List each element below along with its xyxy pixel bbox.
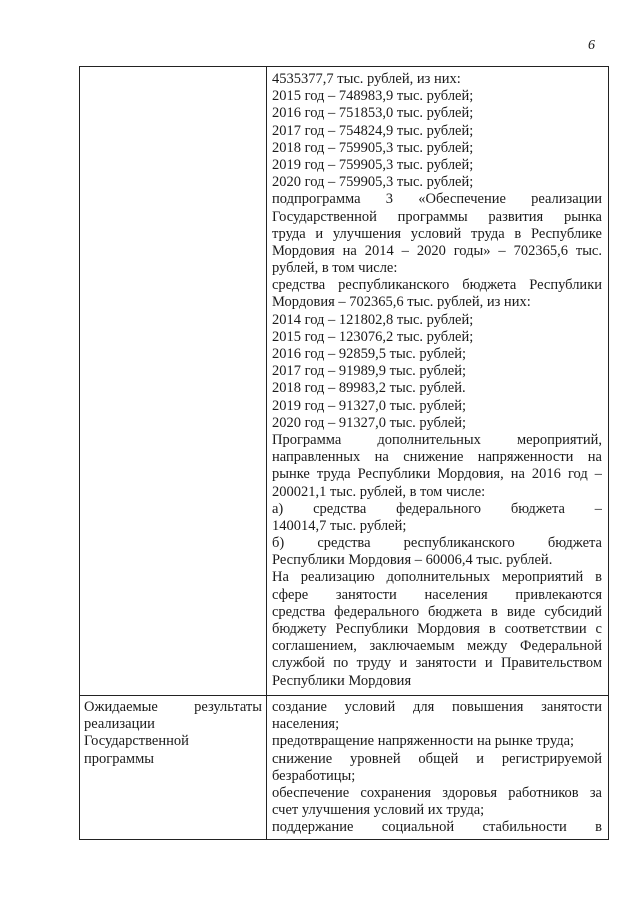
result-line: предотвращение напряженности на рынке труда; [272,733,575,750]
label-line: реализации [84,716,155,733]
funding-line: 2020 год – 759905,3 тыс. рублей; [272,174,474,191]
funding-line: соглашением, заключаемым между Федеральной [272,638,602,655]
label-line: Ожидаемые результаты [84,699,262,715]
funding-line: 2016 год – 92859,5 тыс. рублей; [272,346,467,362]
result-line: безработицы; [272,767,356,784]
funding-line: 2015 год – 123076,2 тыс. рублей; [272,328,474,345]
funding-line: 2018 год – 759905,3 тыс. рублей; [272,139,474,156]
funding-line: 2014 год – 121802,8 тыс. рублей; [272,311,474,328]
funding-line: 2017 год – 754824,9 тыс. рублей; [272,122,474,139]
funding-line: труда и улучшения условий труда в Республике [272,225,602,242]
funding-line: 2019 год – 759905,3 тыс. рублей; [272,156,474,173]
funding-line: рублей, в том числе: [272,260,398,277]
funding-line: 4535377,7 тыс. рублей, из них: [272,71,461,87]
funding-line: рынке труда Республики Мордовия, на 2016 год – [272,466,602,483]
funding-line: 2015 год – 748983,9 тыс. рублей; [272,88,474,105]
funding-line: Программа дополнительных мероприятий, [272,431,602,448]
label-line: программы [84,750,154,767]
funding-line: подпрограмма 3 «Обеспечение реализации [272,191,602,208]
funding-line: 140014,7 тыс. рублей; [272,517,407,534]
funding-line: 2019 год – 91327,0 тыс. рублей; [272,397,467,414]
funding-line: б) средства республиканского бюджета [272,535,602,552]
funding-line: 2018 год – 89983,2 тыс. рублей. [272,380,466,397]
funding-line: Мордовия – 702365,6 тыс. рублей, из них: [272,294,531,311]
funding-line: Государственной программы развития рынка [272,208,602,225]
expected-results-content-cell [272,699,602,837]
funding-line: средства республиканского бюджета Республики [272,277,602,294]
funding-line: а) средства федерального бюджета – [272,500,602,517]
funding-line: На реализацию дополнительных мероприятий в [272,569,602,586]
funding-line: службой по труду и занятости и Правительством [272,655,602,672]
funding-line: Республики Мордовия – 60006,4 тыс. рублей. [272,552,553,569]
result-line: снижение уровней общей и регистрируемой [272,750,602,767]
funding-cell [272,71,602,690]
funding-line: сфере занятости населения привлекаются [272,586,602,603]
funding-line: 2016 год – 751853,0 тыс. рублей; [272,105,474,122]
expected-results-label-cell [84,699,262,768]
funding-line: Мордовия на 2014 – 2020 годы» – 702365,6 тыс. [272,242,602,259]
funding-line: направленных на снижение напряженности на [272,449,602,466]
funding-line: 2020 год – 91327,0 тыс. рублей; [272,414,467,431]
funding-line: Республики Мордовия [272,672,412,689]
result-line: поддержание социальной стабильности в [272,819,602,836]
page-number: 6 [588,38,595,53]
funding-line: средства федерального бюджета в виде субсидий [272,603,602,620]
row-divider [80,695,608,696]
program-passport-table [79,66,609,840]
result-line: создание условий для повышения занятости [272,699,602,715]
column-divider [266,67,267,839]
result-line: обеспечение сохранения здоровья работников за [272,784,602,801]
funding-line: 2017 год – 91989,9 тыс. рублей; [272,363,467,380]
funding-line: 200021,1 тыс. рублей, в том числе: [272,483,486,500]
result-line: счет улучшения условий их труда; [272,802,485,819]
result-line: населения; [272,716,340,733]
funding-line: бюджету Республики Мордовия в соответствии с [272,621,602,637]
label-line: Государственной [84,733,189,750]
